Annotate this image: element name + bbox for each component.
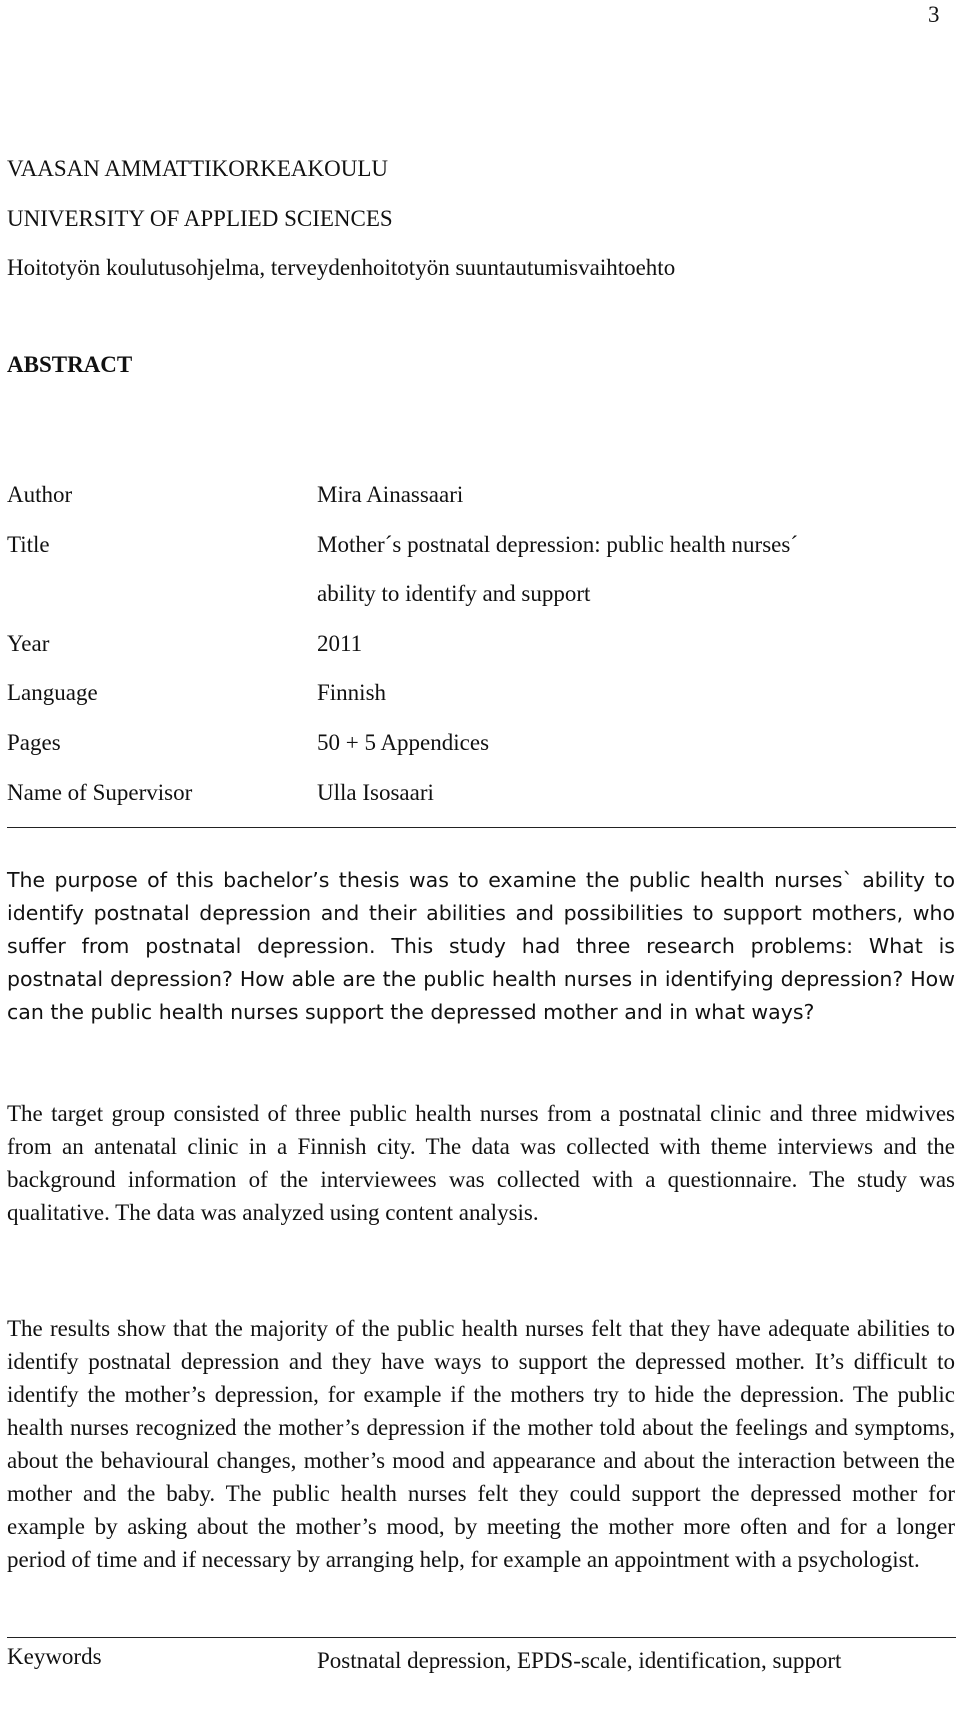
supervisor-value: Ulla Isosaari [317,780,434,805]
institution-name-finnish: VAASAN AMMATTIKORKEAKOULU [7,156,389,181]
abstract-paragraph-methods: The target group consisted of three public health nurses from a postnatal clinic and three midwives from an antenatal clinic in a Finnish city. The data was collected with theme interviews and the background information of the interviewees was collected with a questionnaire. The study was qualitative. The data was analyzed using content analysis. [7,1101,955,1225]
author-label: Author [7,482,73,507]
language-value: Finnish [317,680,387,705]
pages-label: Pages [7,730,61,755]
title-value-line1: Mother´s postnatal depression: public health nurses´ [317,532,798,557]
keywords-value: Postnatal depression, EPDS-scale, identification, support [317,1648,842,1673]
abstract-paragraph-purpose: The purpose of this bachelor’s thesis was to examine the public health nurses` ability to identify postnatal depression and their abilities and possibilities to support mothers, who suffer from postnatal depression. This study had three research problems: What is postnatal depression? How able are the public health nurses in identifying depression? How can the public health nurses support the depressed mother and in what ways? [7,868,955,1024]
keywords-divider [7,1637,956,1638]
pages-value: 50 + 5 Appendices [317,730,490,755]
institution-name-english: UNIVERSITY OF APPLIED SCIENCES [7,206,393,231]
degree-programme: Hoitotyön koulutusohjelma, terveydenhoitotyön suuntautumisvaihtoehto [7,255,676,280]
year-label: Year [7,631,50,656]
abstract-heading: ABSTRACT [7,352,133,377]
title-label: Title [7,532,50,557]
supervisor-label: Name of Supervisor [7,780,193,805]
language-label: Language [7,680,98,705]
title-value-line2: ability to identify and support [317,581,591,606]
meta-divider [7,827,956,828]
year-value: 2011 [317,631,363,656]
author-value: Mira Ainassaari [317,482,464,507]
keywords-label: Keywords [7,1644,102,1669]
page-number: 3 [928,2,940,27]
abstract-paragraph-results: The results show that the majority of the public health nurses felt that they have adequate abilities to identify postnatal depression and they have ways to support the depressed mother. It’s difficult to identify the mother’s depression, for example if the mothers try to hide the depression. The public health nurses recognized the mother’s depression if the mother told about the feelings and symptoms, about the behavioural changes, mother’s mood and appearance and about the interaction between the mother and the baby. The public health nurses felt they could support the depressed mother for example by asking about the mother’s mood, by meeting the mother more often and for a longer period of time and if necessary by arranging help, for example an appointment with a psychologist. [7,1316,955,1572]
